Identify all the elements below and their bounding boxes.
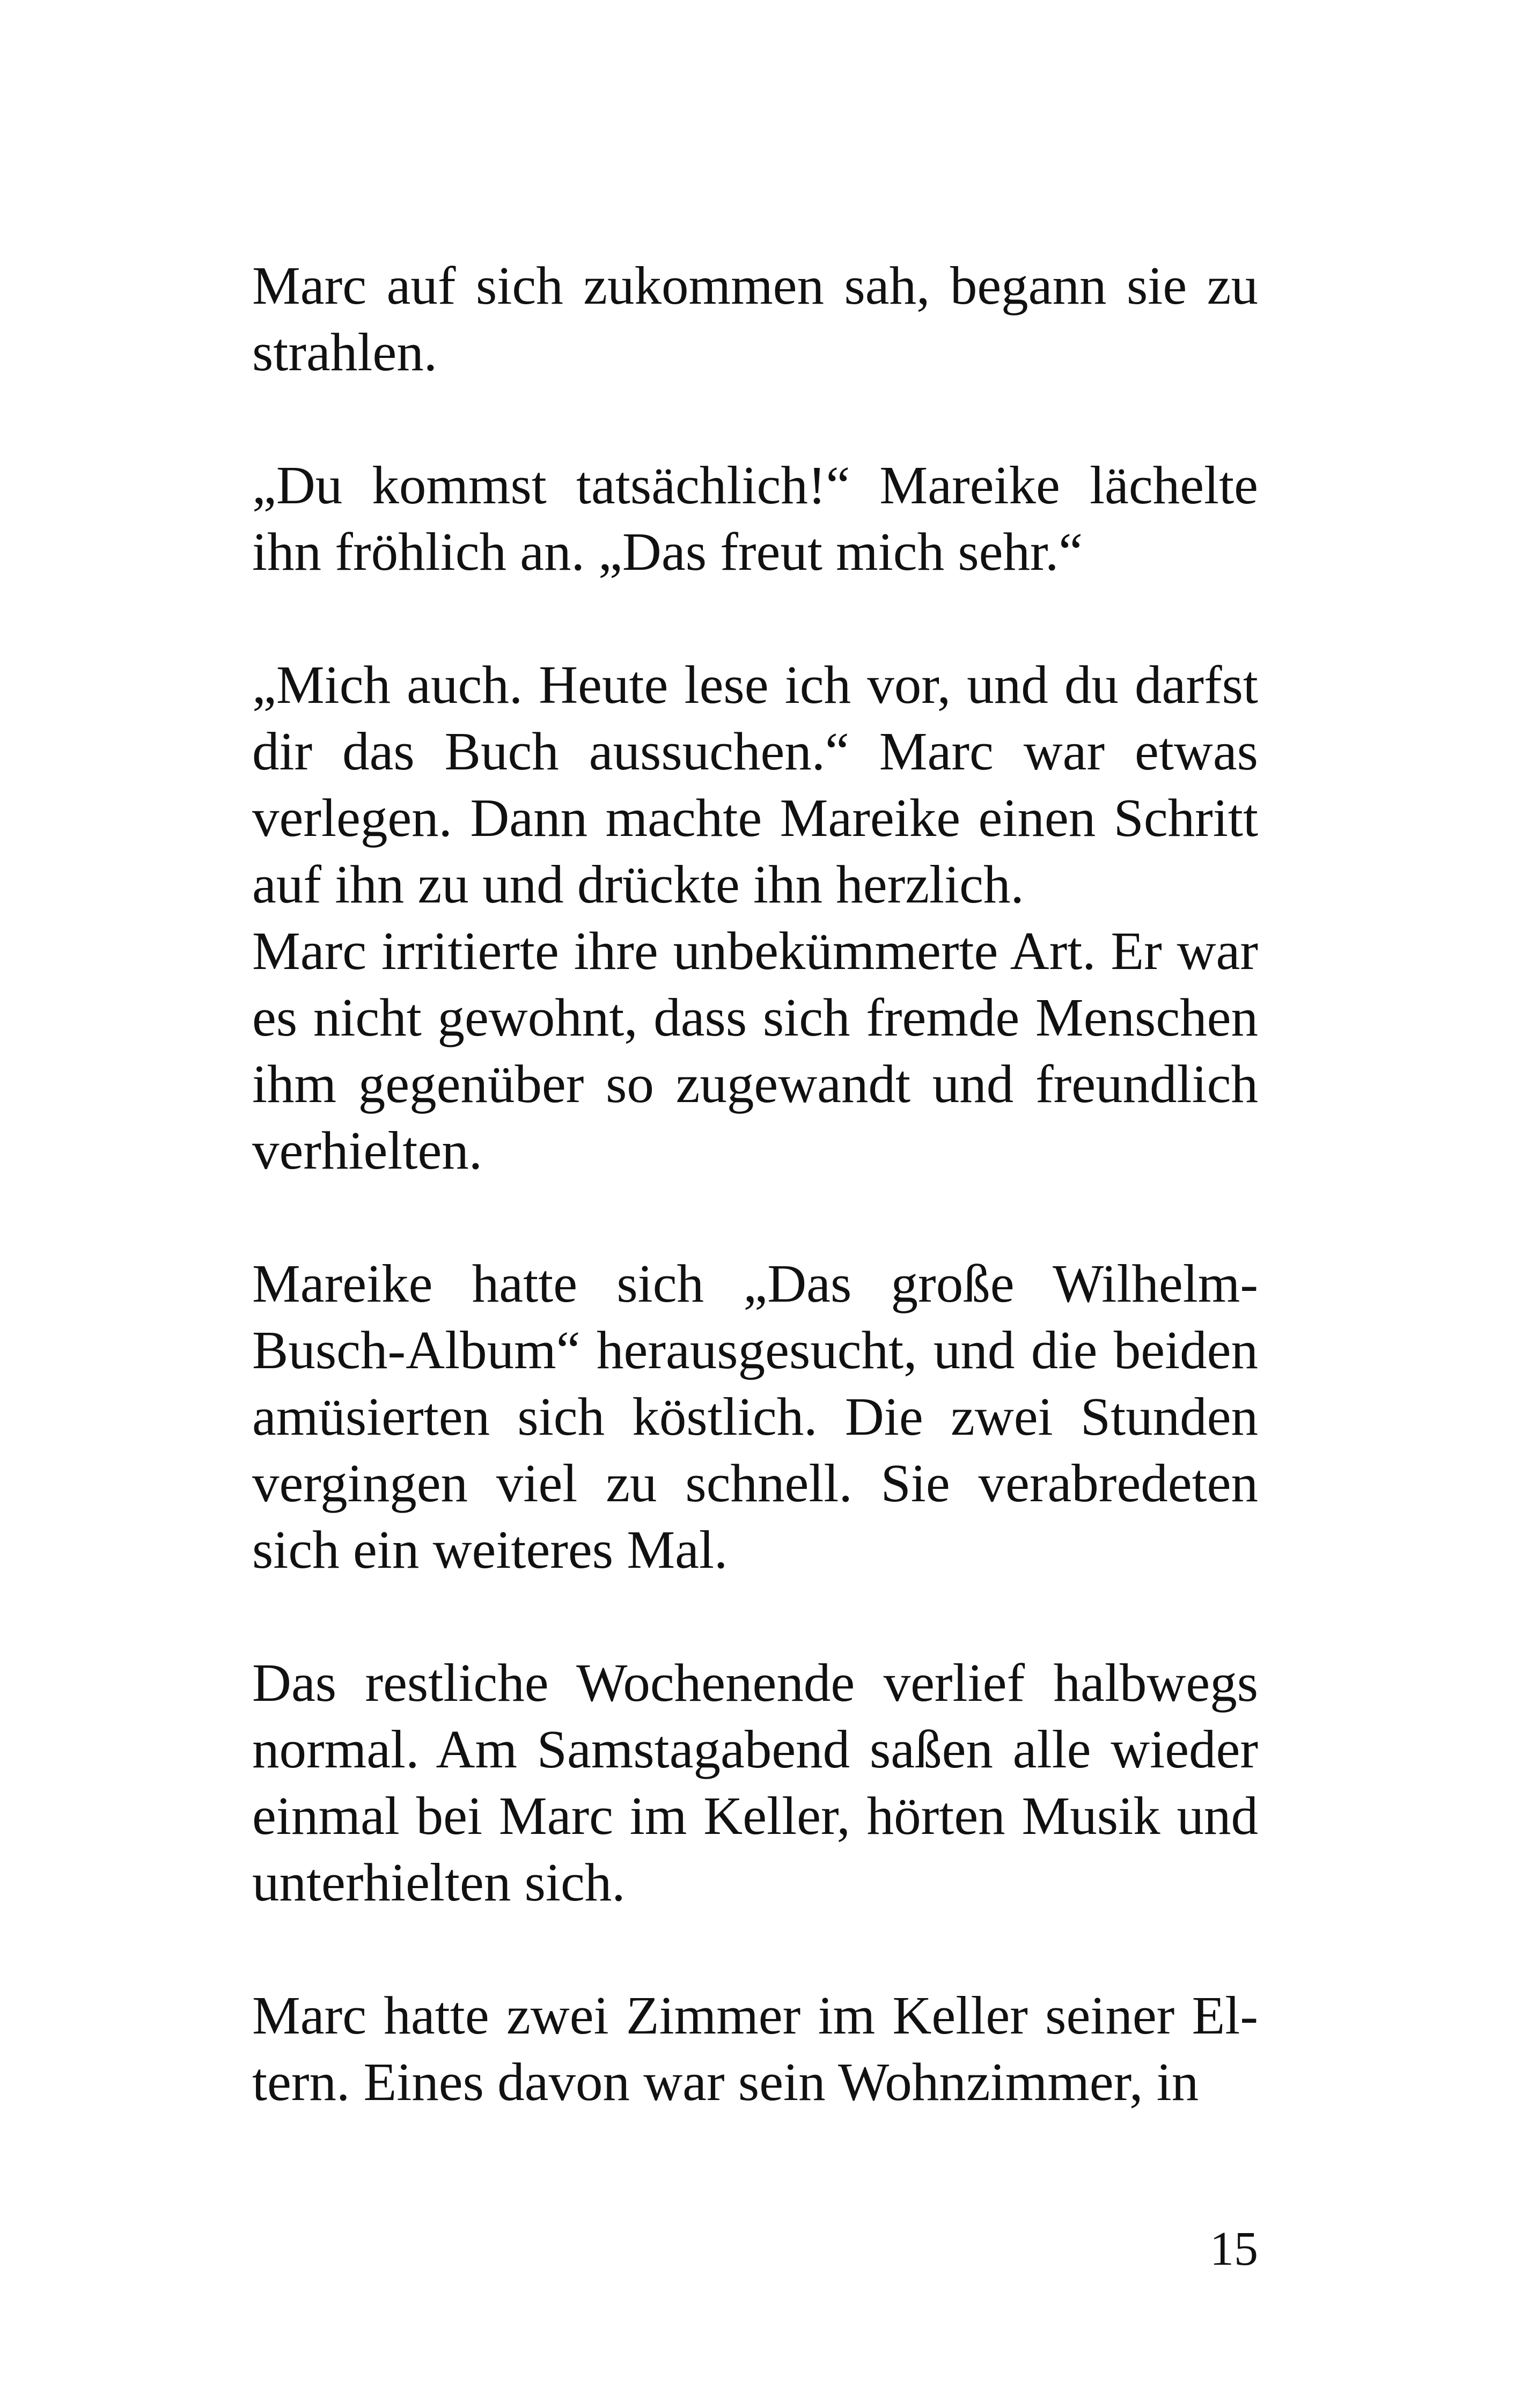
paragraph: Marc irritierte ihre unbekümmerte Art. Er war es nicht gewohnt, dass sich fremde Menschen ihm gegenüber so zugewandt und freundlich verhielten. <box>252 921 1258 1180</box>
paragraph: Marc hatte zwei Zimmer im Keller seiner Eltern. Eines davon war sein Wohnzimmer, in <box>252 1985 1258 2112</box>
paragraph: „Du kommst tatsächlich!“ Mareike lächelte ihn fröhlich an. „Das freut mich sehr.“ <box>252 455 1258 582</box>
paragraph: „Mich auch. Heute lese ich vor, und du darfst dir das Buch aussuchen.“ Marc war etwas verlegen. Dann machte Mareike einen Schritt auf ihn zu und drückte ihn herzlich. <box>252 655 1258 914</box>
paragraph: Marc auf sich zukommen sah, begann sie zu strahlen. <box>252 255 1258 382</box>
paragraph: Das restliche Wochenende verlief halbwegs normal. Am Samstagabend saßen alle wieder einmal bei Marc im Keller, hörten Musik und unterhielten sich. <box>252 1653 1258 1912</box>
paragraph: Mareike hatte sich „Das große Wilhelm-Busch-Album“ herausgesucht, und die beiden amüsierten sich köstlich. Die zwei Stunden vergingen viel zu schnell. Sie verabredeten sich ein weiteres Mal. <box>252 1253 1258 1580</box>
body-text <box>252 252 1258 2115</box>
page-number: 15 <box>1210 2222 1258 2275</box>
